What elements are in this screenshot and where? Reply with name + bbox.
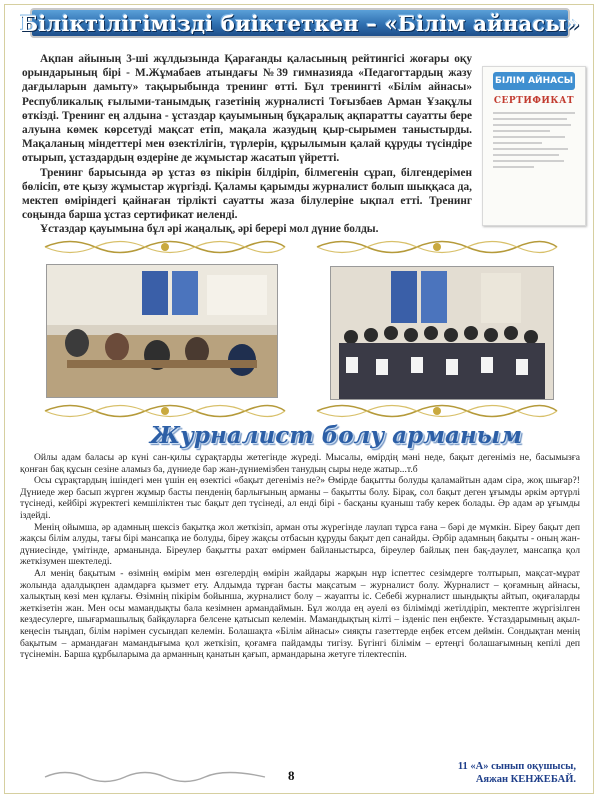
gold-ornament-divider bbox=[312, 236, 562, 258]
intro-paragraph: Ұстаздар қауымына бұл әрі жаңалық, әрі берері мол дүние болды. bbox=[40, 223, 379, 236]
intro-paragraph: Тренинг барысында әр ұстаз өз пікірін білдіріп, білмегенін сұрап, білгендерімен бөлісіп, өте қызу жұмыстар жүргізді. Қаламы қарымды журналист болып шыққаса да, мектеп өміріндегі қайнаған тірлікті сауатты жаза білулеріне ықпал етті. Тренинг соңында барша ұстаз сертификат иеленді. bbox=[22, 166, 472, 222]
article-paragraph: Осы сұрақтардың ішіндегі мен үшін ең өзектісі «бақыт дегеніміз не?» Өмірде бақытты болуды қаламайтын адам сірә, жоқ шығар?! Дүниеде жер басып жүрген жұмыр басты пенденің барлығының арманы – бақытты болу. Бірақ, сол бақыт деген ұғымды әркім әртүрлі түсінеді, кейбірі жүректегі кемшіліктен тыс бақыт деп түсінеді, ал енді бірі - басқаны қуаныш табу керек болады. Әр адам әр ұғымды іздейді. bbox=[20, 475, 580, 521]
page-number: 8 bbox=[288, 768, 295, 783]
author-name: Аяжан КЕНЖЕБАЙ. bbox=[475, 774, 576, 785]
gold-ornament-divider bbox=[312, 400, 562, 422]
certificate-image bbox=[482, 66, 586, 226]
gold-ornament-divider bbox=[40, 236, 290, 258]
article-paragraph: Ойлы адам баласы әр күні сан-қилы сұрақтарды жетегінде жүреді. Мысалы, өмірдің мәні неде, бақыт дегеніміз не, басымызға қонған бақ құсын сезіне аламыз ба, дүниеде бар жан-дүниемізбен танудың сыры неде жатыр...т.б bbox=[20, 452, 580, 475]
certificate-text-lines bbox=[493, 112, 575, 168]
article-paragraph: Ал менің бақытым - өзімнің өмірім мен өзгелердің өмірін жайдары жарқын нұр іспеттес сезімдерге толтырып, мақсат-мұрат жолында адалдықпен адамдарға қызмет ету. Алдымда тұрған басты мақсатым – журналист болу. Журналист – қоғамның айнасы, халықтың көзі мен құлағы. Өзімнің пікірім бойынша, журналист болу – жауапты іс. Себебі журналист шындықты айтып, оқиғаларды жеткізетін жан. Мен осы мамандықты бала кезімнен армандаймын. Бұл жолда ең әуелі өз білімімді жетілдіріп, мектепте жүргізілген кездесулерге, шығармашылық байқауларға белсене қатысып келемін. Мамандықтың кілті – ізденіс пен еңбекте. Ұстаздарымның ақыл-кеңесін тыңдап, білім нәрімен сусындап келемін. Болашақта «Білім айнасы» сияқты газеттерде еңбек етсем деймін. Сондықтан менің бақытым – армандаған мамандығыма қол жеткізіп, қоғамға пайдамды тигізу. Бүгінгі білімім – ертеңгі болашағымның кепілі деп түсінемін. Барша құрбыларыма да арманның қанатын қағып, армандарына жетуге тілектеспін. bbox=[20, 567, 580, 661]
certificate-logo: БІЛІМ АЙНАСЫ bbox=[493, 72, 575, 90]
page-title: Біліктілігімізді биіктеткен – «Білім айнасы» bbox=[20, 10, 580, 36]
article-paragraph: Менің ойымша, әр адамның шексіз бақытқа жол жеткізіп, арман оты жүрегінде лаулап тұрса ғана – бәрі де мүмкін. Біреу бақыт деп жақсы білім алуды, тағы бірі мансапқа ие болуды, біреу жақсы отбасын құруды бақыт деп санайды. Әрбір адамның бақыты - оның жан-дүниесінде, үмітінде, арманында. Біреулер бақытты рахат өмірмен байланыстырса, біреулер байлық пен бақ-дәулет, мансапқа қол жеткізумен шектеледі. bbox=[20, 521, 580, 568]
intro-paragraph: Ақпан айының 3-ші жұлдызында Қарағанды қаласының рейтингісі жоғары оқу орындарының бірі - М.Жұмабаев атындағы №39 гимназияда «Педагогтардың жазу дағдыларын дамыту» тақырыбында тренинг өтті. Бұл тренингті «Білім айнасы» Республикалық ғылыми-танымдық газетінің журналисті Тоғызбаев Арман Ұзақұлы өткізді. Тренинг ең алдына - ұстаздар қауымының бұқаралық ақпаратты сауатты бере алуына көмек көрсетуді мақсат етіп, мақала жазудың қыр-сырымен таныстырды. Мақаланың міндеттері мен өзектілігін, түрлерін, құрылымын қалай құруды түсіндіре отырып, ұстаздардың өздеріне де жұмыстар жасатып үйретті. bbox=[22, 53, 472, 165]
author-signature bbox=[458, 760, 576, 786]
gold-ornament-footer bbox=[40, 768, 270, 786]
training-photo-group bbox=[330, 266, 554, 400]
training-photo-classroom bbox=[46, 264, 278, 398]
certificate-title: СЕРТИФИКАТ bbox=[493, 96, 575, 106]
article-title: Журналист болу арманым bbox=[150, 422, 522, 449]
gold-ornament-divider bbox=[40, 400, 290, 422]
header-banner bbox=[20, 8, 580, 38]
intro-article bbox=[22, 52, 472, 237]
article-body bbox=[20, 452, 580, 661]
author-class: 11 «А» сынып оқушысы, bbox=[457, 761, 576, 772]
